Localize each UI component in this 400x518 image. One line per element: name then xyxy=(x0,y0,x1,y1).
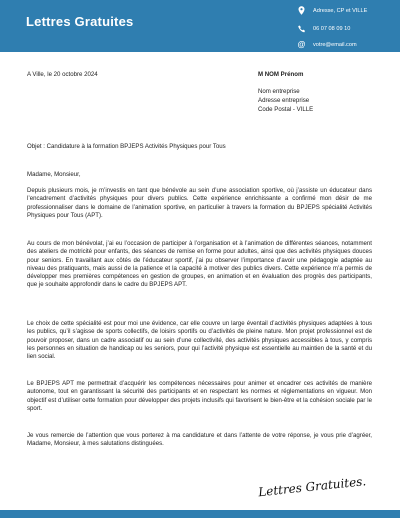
body-paragraph-5: Je vous remercie de l’attention que vous porterez à ma candidature et dans l’attente de votre réponse, je vous prie d’agréer, Madame, Monsieur, à mes salutations distinguées. xyxy=(27,432,372,448)
contact-address xyxy=(297,6,367,15)
contact-phone-text: 06 07 08 09 10 xyxy=(313,25,351,32)
body-paragraph-2: Au cours de mon bénévolat, j’ai eu l’occasion de participer à l’organisation et à l’animation de différentes séances, notamment des ateliers de motricité pour enfants, des séances de remise en forme pour adultes, ainsi que des activités physiques douces pour seniors. En travaillant aux côtés de l’éducateur sportif, j’ai pu observer l’importance d’avoir une pédagogie adaptée au niveau des pratiquants, mais aussi de la patience et la capacité à motiver des publics divers. Cette expérience m’a permis de développer mes premières compétences en gestion de groupes, en animation et en évaluation des progrès des participants, que je souhaite approfondir dans le cadre du BPJEPS APT. xyxy=(27,240,372,289)
location-pin-icon xyxy=(297,6,306,15)
recipient-address xyxy=(258,87,313,114)
recipient-name: M NOM Prénom xyxy=(258,71,304,78)
contact-address-text: Adresse, CP et VILLE xyxy=(313,7,368,14)
contact-phone xyxy=(297,24,350,33)
phone-icon xyxy=(297,24,306,33)
contact-email xyxy=(297,40,357,49)
body-paragraph-3: Le choix de cette spécialité est pour moi une évidence, car elle couvre un large éventail d’activités physiques adaptées à tous les publics, qu’il s’agisse de sports collectifs, de loisirs sportifs ou d’activités de pleine nature. Mon projet professionnel est de pouvoir proposer, dans un cadre associatif ou au sein d’une collectivité, des activités physiques accessibles à tous, y compris les personnes en situation de handicap ou les seniors, pour qui l’activité physique est essentielle au maintien de la santé et du lien social. xyxy=(27,320,372,361)
footer-bar xyxy=(0,510,400,518)
handwritten-signature xyxy=(250,470,367,504)
place-date: A Ville, le 20 octobre 2024 xyxy=(27,71,98,78)
at-sign-icon: @ xyxy=(297,40,306,49)
recipient-company: Nom entreprise xyxy=(258,88,300,95)
recipient-street: Adresse entreprise xyxy=(258,97,310,104)
signature-text: Lettres Gratuites. xyxy=(257,474,367,500)
brand-title: Lettres Gratuites xyxy=(26,14,134,29)
body-paragraph-1: Depuis plusieurs mois, je m’investis en tant que bénévole au sein d’une association sportive, où j’assiste un éducateur dans l’encadrement d’activités physiques pour divers publics. Cette expérience enrichissante a confirmé mon désir de me professionnaliser dans le domaine de l’animation sportive, en particulier à travers la formation du BPJEPS spécialité Activités Physiques pour Tous (APT). xyxy=(27,187,372,219)
contact-email-text: votre@email.com xyxy=(313,41,357,48)
recipient-city: Code Postal - VILLE xyxy=(258,106,314,113)
header-bar xyxy=(0,0,400,52)
letter-object: Objet : Candidature à la formation BPJEPS Activités Physiques pour Tous xyxy=(27,143,226,150)
salutation: Madame, Monsieur, xyxy=(27,171,81,178)
body-paragraph-4: Le BPJEPS APT me permettrait d’acquérir les compétences nécessaires pour animer et encadrer ces activités de manière autonome, tout en garantissant la sécurité des participants et en respectant les normes et réglementations en vigueur. Mon objectif est d’utiliser cette formation pour développer des projets inclusifs qui favorisent le bien-être et la cohésion sociale par le sport. xyxy=(27,380,372,412)
